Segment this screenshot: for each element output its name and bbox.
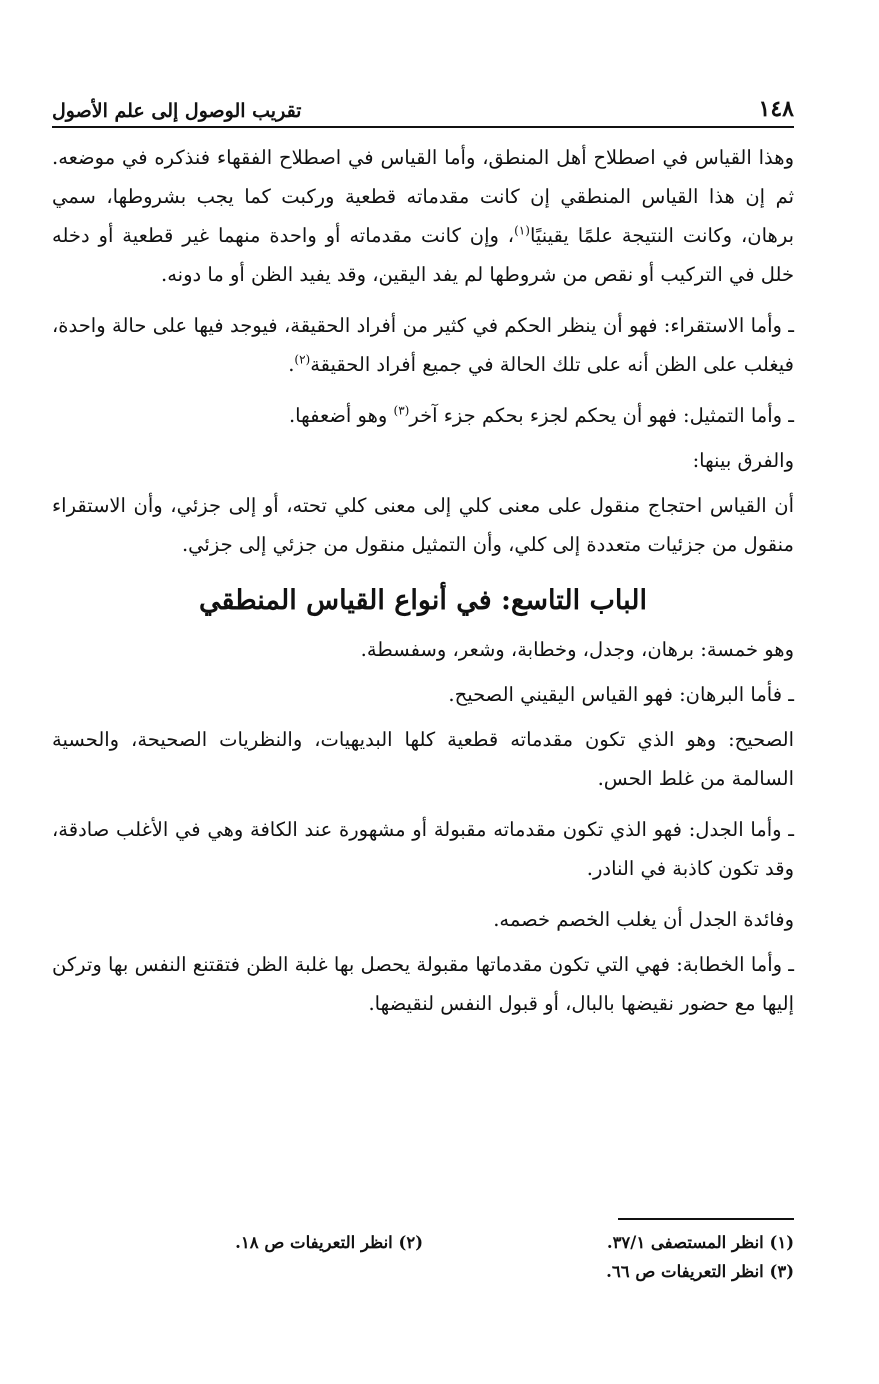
page-number: ١٤٨ xyxy=(758,96,794,122)
chapter-title: الباب التاسع: في أنواع القياس المنطقي xyxy=(198,585,648,616)
paragraph-five-types: وهو خمسة: برهان، وجدل، وخطابة، وشعر، وسفسطة. xyxy=(360,638,794,661)
paragraph-difference: أن القياس احتجاج منقول على معنى كلي إلى معنى كلي تحته، أو إلى جزئي، وأن الاستقراء منقول من جزئيات متعددة إلى كلي، وأن التمثيل منقول من جزئي إلى جزئي. xyxy=(52,494,794,556)
footnote-ref: (٣) xyxy=(393,403,410,418)
footnote-row xyxy=(52,1257,794,1286)
footnote-3: (٣) انظر التعريفات ص ٦٦. xyxy=(606,1262,794,1281)
footnote-ref: (١) xyxy=(514,223,530,238)
footnote-2: (٢) انظر التعريفات ص ١٨. xyxy=(235,1233,423,1252)
paragraph-qiyas-definition: وهذا القياس في اصطلاح أهل المنطق، وأما القياس في اصطلاح الفقهاء فنذكره في موضعه. ثم إن هذا القياس المنطقي إن كانت مقدماته قطعية وركبت كما يجب بشروطها، سمي برهان، وكانت النتيجة علمًا يقينيًا$^{(١)}$، وإن كانت مقدماته أو واحدة منهما غير قطعية أو دخله خلل في التركيب أو نقص من شروطها لم يفد اليقين، وقد يفيد الظن أو ما دونه. xyxy=(52,146,794,286)
book-page xyxy=(52,86,794,1035)
footnote-ref: (٢) xyxy=(294,352,311,367)
paragraph-jadal: ـ وأما الجدل: فهو الذي تكون مقدماته مقبولة أو مشهورة عند الكافة وهي في الأغلب صادقة، وقد تكون كاذبة في النادر. xyxy=(52,818,794,880)
paragraph-istiqra: ـ وأما الاستقراء: فهو أن ينظر الحكم في كثير من أفراد الحقيقة، فيوجد فيها على حالة واحدة، فيغلب على الظن أنه على تلك الحالة في جميع أفراد الحقيقة$^{(٢)}$. xyxy=(52,314,794,376)
paragraph-difference-heading: والفرق بينها: xyxy=(692,449,794,472)
paragraph-sahih: الصحيح: وهو الذي تكون مقدماته قطعية كلها البديهيات، والنظريات الصحيحة، والحسية السالمة من غلط الحس. xyxy=(52,728,794,790)
page-body xyxy=(52,138,794,1023)
footnote-1: (١) انظر المستصفى ٣٧/١. xyxy=(606,1233,794,1252)
paragraph-khataba: ـ وأما الخطابة: فهي التي تكون مقدماتها مقبولة يحصل بها غلبة الظن فتقتنع النفس بها وتركن إليها مع حضور نقيضها بالبال، أو قبول النفس لنقيضها. xyxy=(52,953,794,1015)
running-title: تقريب الوصول إلى علم الأصول xyxy=(52,100,302,122)
footnotes xyxy=(52,1218,794,1286)
footnote-divider xyxy=(618,1218,794,1220)
paragraph-tamthil: ـ وأما التمثيل: فهو أن يحكم لجزء بحكم جزء آخر$^{(٣)}$ وهو أضعفها. xyxy=(288,403,794,427)
paragraph-jadal-benefit: وفائدة الجدل أن يغلب الخصم خصمه. xyxy=(493,908,794,931)
page-header xyxy=(52,86,794,128)
footnote-row xyxy=(52,1228,794,1257)
paragraph-burhan: ـ فأما البرهان: فهو القياس اليقيني الصحيح. xyxy=(448,683,794,706)
